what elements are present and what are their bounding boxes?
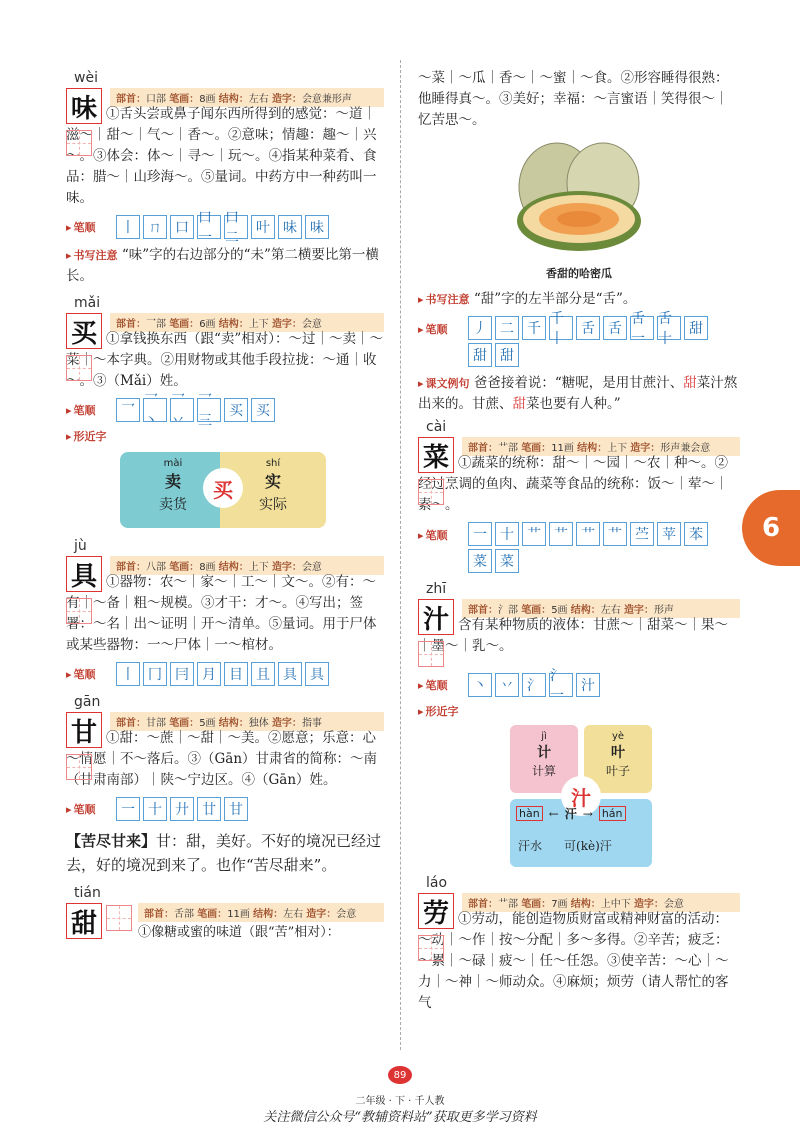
idiom: 【苦尽甘来】甘：甜，美好。不好的境况已经过去，好的境况到来了。也作“苦尽甜来”。 (66, 832, 382, 874)
entry-pinyin: wèi (74, 70, 98, 86)
stroke-step: 舌一 (630, 316, 654, 340)
writing-note: ▸ 书写注意 “味”字的右边部分的“未”第二横要比第一横长。 (66, 245, 384, 287)
stroke-step: 艹 (549, 522, 573, 546)
similar-right: shí 实 实际 (220, 452, 326, 528)
entry-definition: ①舌头尝或鼻子闻东西所得到的感觉：～道｜滋～｜甜～｜气～｜香～。②意味；情趣：趣～｜兴～。③体会：体～｜寻～｜玩～。④指某种菜肴、食品：腊～｜山珍海～。⑤量词。中药方中一种药叫一味。 (66, 106, 377, 206)
entry-cai (418, 419, 740, 573)
entry-pinyin: zhī (426, 581, 447, 597)
entry-lao (418, 875, 740, 1014)
entry-char: 买 (66, 313, 102, 349)
stroke-step: 月 (197, 662, 221, 686)
similar-label: ▸ 形近字 (66, 428, 384, 444)
entry-ju (66, 538, 384, 686)
footer-ad: 关注微信公众号“教辅资料站”获取更多学习资料 (263, 1110, 537, 1125)
right-column (418, 70, 740, 1022)
stroke-step: 苹 (657, 522, 681, 546)
stroke-label: ▸ 笔顺 (418, 321, 468, 337)
entry-meta: 部首：氵部 笔画：5画 结构：左右 造字：形声 (462, 599, 740, 618)
entry-definition: ①甜：～蔗｜～甜｜～美。②愿意；乐意：心～情愿｜不～落后。③（Gān）甘肃省的简称：～南（甘肃南部）｜陕～宁边区。④（Gān）姓。 (66, 730, 378, 788)
stroke-label: ▸ 笔顺 (66, 801, 116, 817)
entry-meta: 部首：舌部 笔画：11画 结构：左右 造字：会意 (138, 903, 384, 922)
stroke-step: 甘 (224, 797, 248, 821)
stroke-step: 冂 (143, 662, 167, 686)
stroke-step: 丿 (468, 316, 492, 340)
practice-grid (66, 754, 92, 780)
stroke-step: 味 (278, 215, 302, 239)
stroke-step: 买 (224, 398, 248, 422)
entry-zhi (418, 581, 740, 867)
stroke-step: 千丨 (549, 316, 573, 340)
tian-definition-continued: ～菜｜～瓜｜香～｜～蜜｜～食。②形容睡得很熟：他睡得真～。③美好；幸福：～言蜜语｜笑得很～｜忆苦思～。 (418, 70, 729, 128)
stroke-step: 艹 (522, 522, 546, 546)
practice-grid (66, 130, 92, 156)
entry-pinyin: gān (74, 694, 101, 710)
stroke-step: 舌十 (657, 316, 681, 340)
entry-pinyin: cài (426, 419, 447, 435)
stroke-step: 乛丶 (143, 398, 167, 422)
stroke-order (418, 311, 740, 367)
stroke-step: 廾 (170, 797, 194, 821)
entry-definition: ①像糖或蜜的味道（跟“苦”相对）： (138, 925, 340, 940)
stroke-step: 舌 (576, 316, 600, 340)
entry-meta: 部首：艹部 笔画：7画 结构：上中下 造字：会意 (462, 893, 740, 912)
footer-grade: 二年级 · 下 · 千人教 (355, 1096, 445, 1107)
stroke-step: 艹 (603, 522, 627, 546)
stroke-step: 丷 (495, 673, 519, 697)
stroke-step: 甜 (684, 316, 708, 340)
entry-tian (66, 885, 384, 943)
practice-grid (66, 598, 92, 624)
entry-char: 具 (66, 556, 102, 592)
stroke-step: 丨 (116, 662, 140, 686)
entry-pinyin: jù (74, 538, 87, 554)
stroke-step: 甜 (468, 343, 492, 367)
entry-gan (66, 694, 384, 877)
stroke-step: 千 (522, 316, 546, 340)
entry-meta: 部首：八部 笔画：8画 结构：上下 造字：会意 (110, 556, 384, 575)
entry-pinyin: tián (74, 885, 101, 901)
stroke-label: ▸ 笔顺 (418, 677, 468, 693)
example-sentence: ▸ 课文例句 爸爸接着说：“糖呢，是用甘蔗汁、甜菜汁熬出来的。甘蔗、甜菜也要有人种。” (418, 373, 740, 415)
entry-pinyin: láo (426, 875, 448, 891)
similar-label: ▸ 形近字 (418, 703, 740, 719)
stroke-step: 菜 (495, 549, 519, 573)
stroke-step: ㄇ (143, 215, 167, 239)
entry-definition: 含有某种物质的液体：甘蔗～｜甜菜～｜果～｜墨～｜乳～。 (418, 617, 728, 654)
entry-char: 劳 (418, 893, 454, 929)
stroke-order (66, 662, 384, 686)
practice-grid (418, 479, 444, 505)
stroke-step: 口二 (224, 215, 248, 239)
similar-q1: jì 计 计算 (510, 725, 578, 793)
stroke-step: 二 (495, 316, 519, 340)
stroke-order (66, 797, 384, 821)
stroke-step: 具 (278, 662, 302, 686)
entry-mai (66, 295, 384, 528)
entry-meta: 部首：甘部 笔画：5画 结构：独体 造字：指事 (110, 712, 384, 731)
practice-grid (66, 355, 92, 381)
column-divider (400, 60, 401, 1050)
left-column (66, 70, 384, 951)
similar-q2: yè 叶 叶子 (584, 725, 652, 793)
stroke-label: ▸ 笔顺 (418, 527, 468, 543)
similar-chars-zhi (510, 725, 652, 867)
stroke-step: 苎 (630, 522, 654, 546)
similar-center: 买 (203, 468, 243, 508)
entry-char: 甜 (66, 903, 102, 939)
entry-definition: ①拿钱换东西（跟“卖”相对）：～过｜～卖｜～菜｜～本字典。②用财物或其他手段拉拢：～通｜收～。③（Mǎi）姓。 (66, 331, 384, 389)
entry-definition: ①蔬菜的统称：甜～｜～园｜～农｜种～。②经过烹调的鱼肉、蔬菜等食品的统称：饭～｜荤～｜素～。 (418, 455, 729, 513)
stroke-step: 冃 (170, 662, 194, 686)
stroke-step: 舌 (603, 316, 627, 340)
stroke-order (418, 522, 740, 573)
stroke-label: ▸ 笔顺 (66, 402, 116, 418)
stroke-step: 丶 (468, 673, 492, 697)
stroke-step: 买 (251, 398, 275, 422)
page-number: 89 (388, 1066, 412, 1084)
stroke-step: 乛 (116, 398, 140, 422)
practice-grid (106, 905, 132, 931)
stroke-step: 且 (251, 662, 275, 686)
stroke-step: 十 (143, 797, 167, 821)
stroke-order (66, 210, 384, 246)
similar-pinyin-row: hàn ← 汗 → hán (516, 805, 626, 822)
entry-char: 菜 (418, 437, 454, 473)
similar-chars-mai (120, 452, 326, 528)
stroke-step: 乛丷 (170, 398, 194, 422)
entry-char: 味 (66, 88, 102, 124)
stroke-step: 汁 (576, 673, 600, 697)
entry-definition: ①器物：农～｜家～｜工～｜文～。②有：～有｜～备｜粗～规模。③才干：才～。④写出；签署：～名｜出～证明｜开～清单。⑤量词。用于尸体或某些器物：一～尸体｜一～棺材。 (66, 574, 377, 653)
entry-wei (66, 70, 384, 287)
entry-char: 汁 (418, 599, 454, 635)
stroke-step: 口 (170, 215, 194, 239)
entry-pinyin: mǎi (74, 295, 101, 311)
similar-left: mài 卖 卖货 (120, 452, 226, 528)
stroke-step: 十 (495, 522, 519, 546)
stroke-step: 氵一 (549, 673, 573, 697)
stroke-step: 具 (305, 662, 329, 686)
entry-meta: 部首：艹部 笔画：11画 结构：上下 造字：形声兼会意 (462, 437, 740, 456)
entry-definition: ①劳动，能创造物质财富或精神财富的活动：～动｜～作｜按～分配｜多～多得。②辛苦；疲乏：～累｜～碌｜疲～｜任～任怨。③使辛苦：～心｜～力｜～神｜～师动众。④麻烦；烦劳（请人帮忙的客气 (418, 911, 729, 1011)
stroke-order (66, 393, 384, 429)
stroke-step: 叶 (251, 215, 275, 239)
entry-meta: 部首：乛部 笔画：6画 结构：上下 造字：会意 (110, 313, 384, 332)
similar-center: 汁 (561, 776, 601, 816)
stroke-step: 菜 (468, 549, 492, 573)
stroke-step: 味 (305, 215, 329, 239)
practice-grid (418, 935, 444, 961)
entry-meta: 部首：口部 笔画：8画 结构：左右 造字：会意兼形声 (110, 88, 384, 107)
stroke-order (418, 668, 740, 704)
stroke-step: 氵 (522, 673, 546, 697)
stroke-step: 一 (468, 522, 492, 546)
melon-image (509, 139, 649, 259)
unit-tab: 6 (742, 490, 800, 566)
stroke-step: 乛三 (197, 398, 221, 422)
stroke-step: 口一 (197, 215, 221, 239)
stroke-step: 廿 (197, 797, 221, 821)
stroke-step: 艹 (576, 522, 600, 546)
image-caption: 香甜的哈密瓜 (546, 267, 612, 280)
stroke-label: ▸ 笔顺 (66, 219, 116, 235)
writing-note: ▸ 书写注意 “甜”字的左半部分是“舌”。 (418, 289, 740, 310)
stroke-step: 苯 (684, 522, 708, 546)
similar-words-row: 汗水 可(kè)汗 (518, 839, 612, 853)
practice-grid (418, 641, 444, 667)
stroke-step: 丨 (116, 215, 140, 239)
stroke-label: ▸ 笔顺 (66, 666, 116, 682)
entry-char: 甘 (66, 712, 102, 748)
stroke-step: 目 (224, 662, 248, 686)
stroke-step: 一 (116, 797, 140, 821)
stroke-step: 甜 (495, 343, 519, 367)
